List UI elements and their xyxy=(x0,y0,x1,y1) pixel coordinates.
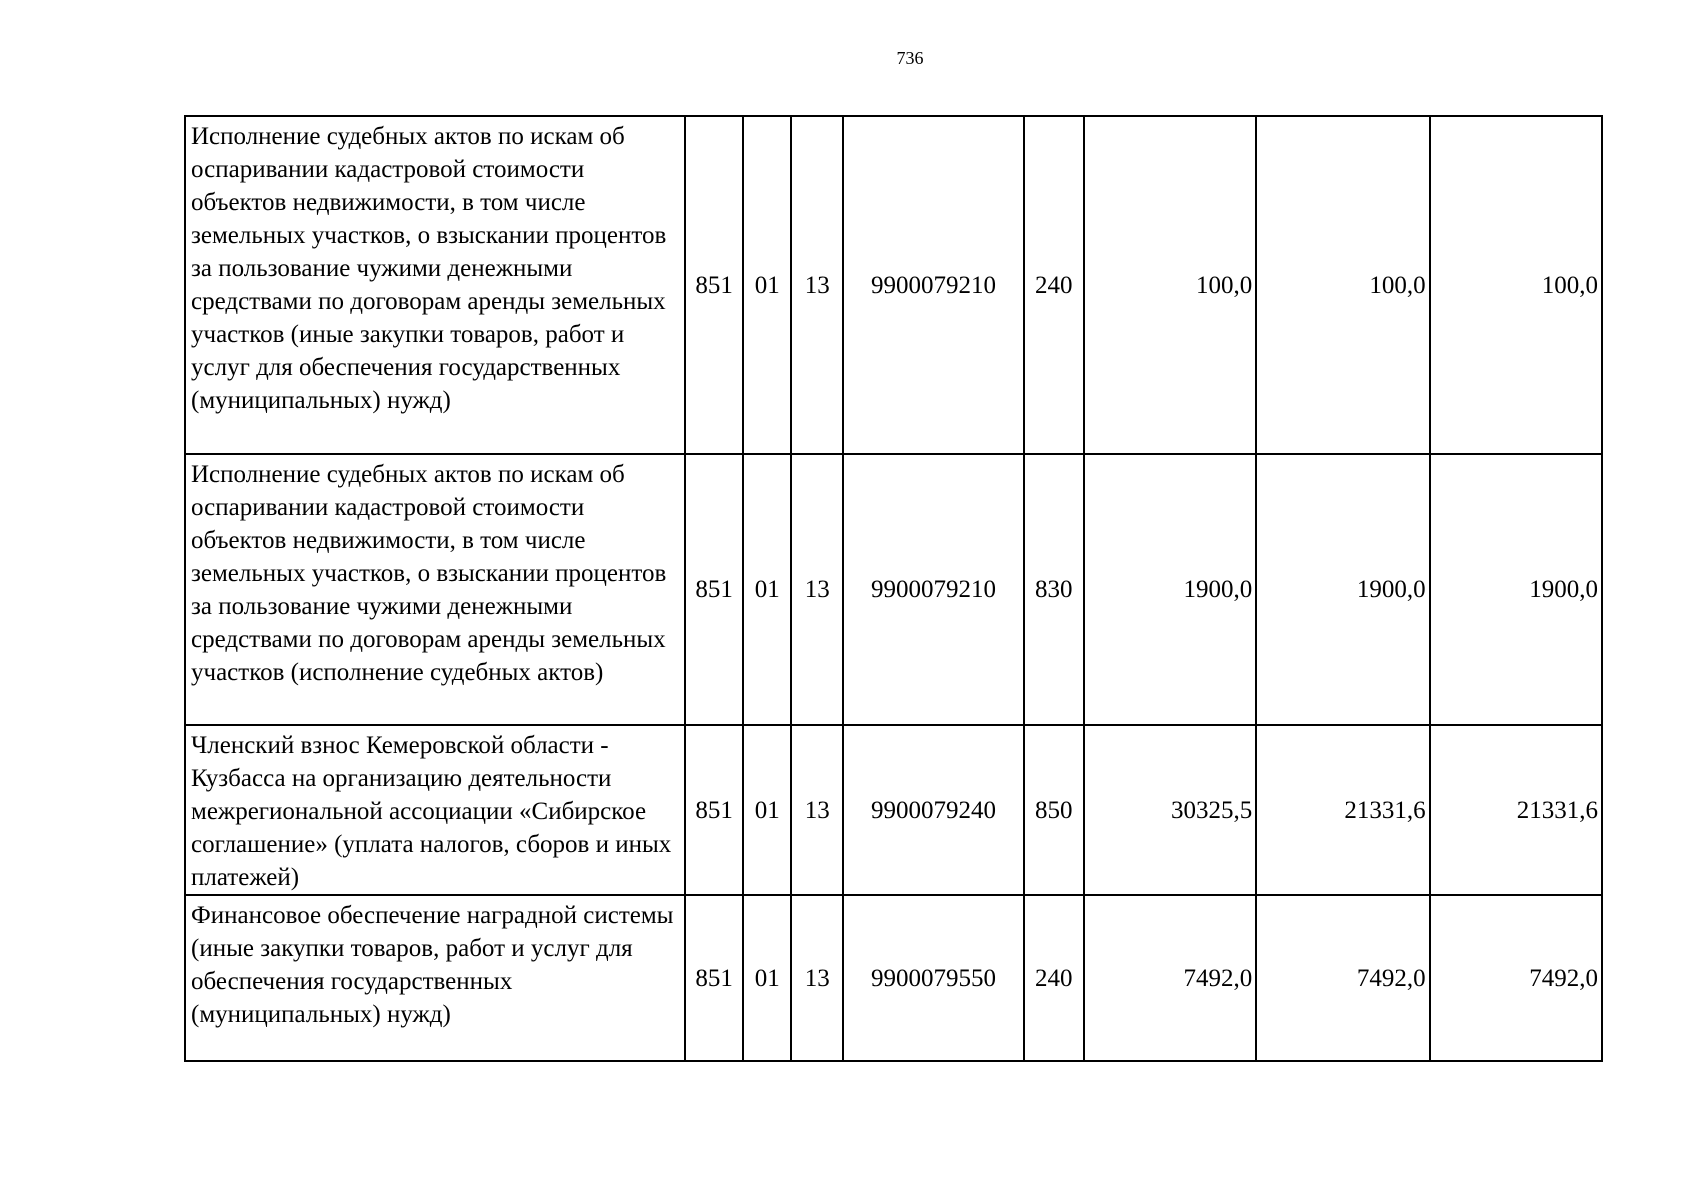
row-description: Финансовое обеспечение наградной системы (иные закупки товаров, работ и услуг для обеспечения государственных (муниципальных) нужд) xyxy=(185,895,685,1061)
section-code: 01 xyxy=(743,725,791,895)
section-code: 01 xyxy=(743,895,791,1061)
section-code: 01 xyxy=(743,116,791,454)
target-article-code: 9900079210 xyxy=(843,454,1023,725)
expense-type-code: 240 xyxy=(1024,895,1084,1061)
amount-1: 100,0 xyxy=(1084,116,1256,454)
amount-3: 100,0 xyxy=(1430,116,1602,454)
amount-2: 21331,6 xyxy=(1256,725,1429,895)
row-description: Исполнение судебных актов по искам об оспаривании кадастровой стоимости объектов недвижимости, в том числе земельных участков, о взыскании процентов за пользование чужими денежными средствами по договорам аренды земельных участков (иные закупки товаров, работ и услуг для обеспечения государственных (муниципальных) нужд) xyxy=(185,116,685,454)
target-article-code: 9900079240 xyxy=(843,725,1023,895)
ministry-code: 851 xyxy=(685,454,743,725)
ministry-code: 851 xyxy=(685,725,743,895)
subsection-code: 13 xyxy=(791,116,843,454)
subsection-code: 13 xyxy=(791,725,843,895)
amount-3: 1900,0 xyxy=(1430,454,1602,725)
amount-2: 100,0 xyxy=(1256,116,1429,454)
table-row xyxy=(185,116,1602,454)
expense-type-code: 850 xyxy=(1024,725,1084,895)
budget-table xyxy=(184,115,1603,1062)
page-number: 736 xyxy=(896,48,924,68)
row-description: Исполнение судебных актов по искам об оспаривании кадастровой стоимости объектов недвижимости, в том числе земельных участков, о взыскании процентов за пользование чужими денежными средствами по договорам аренды земельных участков (исполнение судебных актов) xyxy=(185,454,685,725)
amount-2: 7492,0 xyxy=(1256,895,1429,1061)
amount-1: 1900,0 xyxy=(1084,454,1256,725)
amount-3: 21331,6 xyxy=(1430,725,1602,895)
table-row xyxy=(185,895,1602,1061)
ministry-code: 851 xyxy=(685,116,743,454)
expense-type-code: 830 xyxy=(1024,454,1084,725)
expense-type-code: 240 xyxy=(1024,116,1084,454)
section-code: 01 xyxy=(743,454,791,725)
row-description: Членский взнос Кемеровской области - Кузбасса на организацию деятельности межрегиональной ассоциации «Сибирское соглашение» (уплата налогов, сборов и иных платежей) xyxy=(185,725,685,895)
amount-3: 7492,0 xyxy=(1430,895,1602,1061)
subsection-code: 13 xyxy=(791,895,843,1061)
amount-2: 1900,0 xyxy=(1256,454,1429,725)
target-article-code: 9900079550 xyxy=(843,895,1023,1061)
amount-1: 30325,5 xyxy=(1084,725,1256,895)
target-article-code: 9900079210 xyxy=(843,116,1023,454)
table-row xyxy=(185,454,1602,725)
ministry-code: 851 xyxy=(685,895,743,1061)
subsection-code: 13 xyxy=(791,454,843,725)
amount-1: 7492,0 xyxy=(1084,895,1256,1061)
table-row xyxy=(185,725,1602,895)
